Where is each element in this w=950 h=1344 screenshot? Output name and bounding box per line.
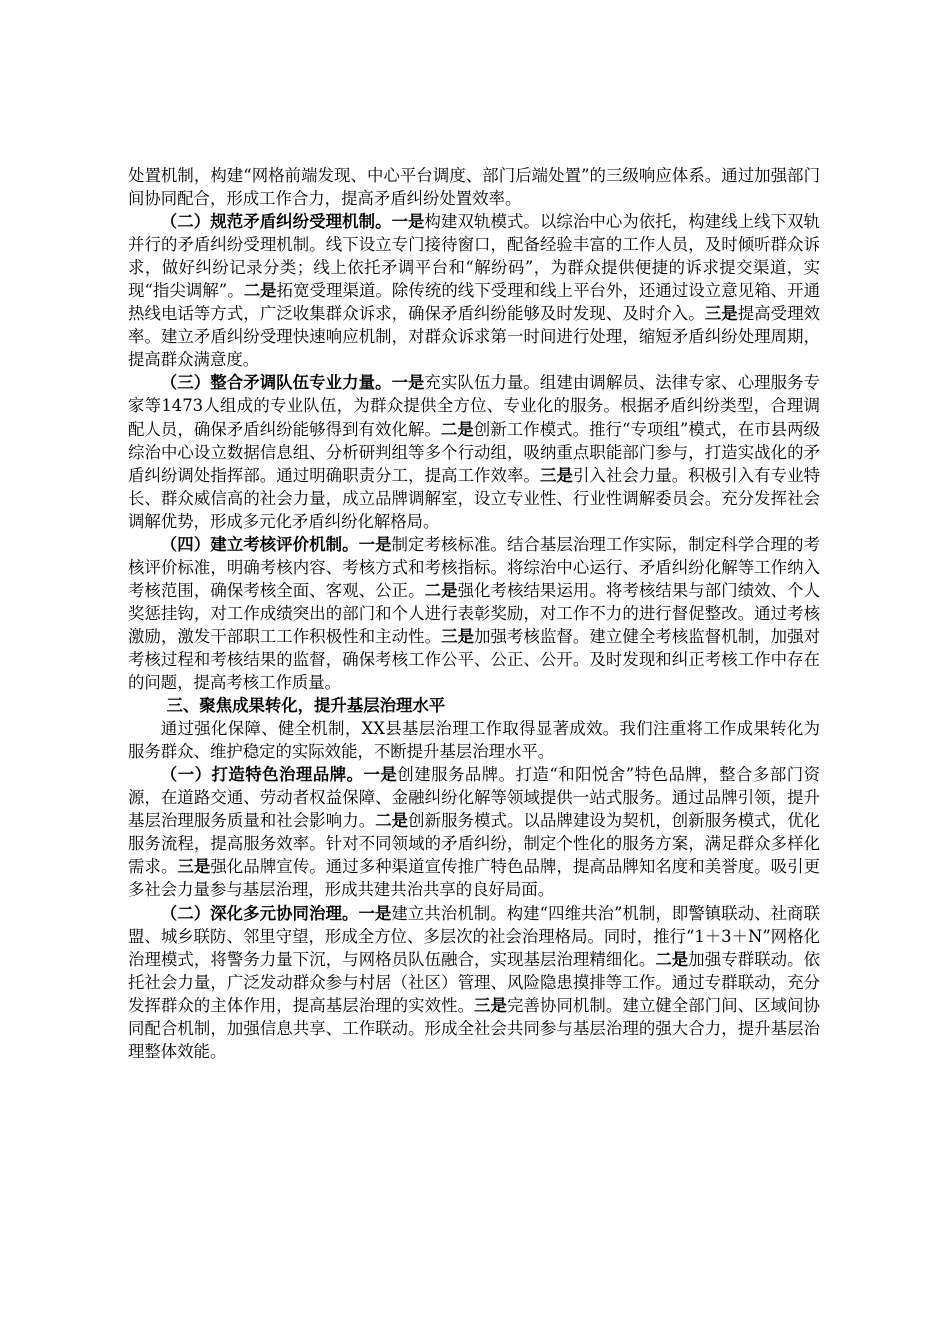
text-run: 完善协同机制。建立健全部门间、区域间协同配合机制，加强信息共享、工作联动。形成全社会共同参与基层治理的强大合力，提升基层治理整体效能。 [128,995,821,1061]
bold-text: 三是 [474,995,508,1015]
text-run: 拓宽受理渠道。除传统的线下受理和线上平台外，还通过设立意见箱、开通热线电话等方式，广泛收集群众诉求，确保矛盾纠纷能够及时发现、及时介入。 [128,281,820,324]
bold-text: 三是 [704,304,738,324]
bold-text: 二是 [375,811,409,831]
bold-text: 三、聚焦成果转化，提升基层治理水平 [166,696,446,716]
bold-text: 一是 [391,212,425,232]
bold-text: 一是 [358,534,392,554]
section-heading [128,694,820,717]
body-paragraph [128,371,820,532]
bold-text: 二是 [440,419,474,439]
text-run: 制定考核标准。结合基层治理工作实际，制定科学合理的考核评价标准，明确考核内容、考核方式和考核指标。将综治中心运行、矛盾纠纷化解等工作纳入考核范围，确保考核全面、客观、公正。 [128,534,821,600]
bold-text: 三是 [539,465,573,485]
text-run: 通过强化保障、健全机制，XX县基层治理工作取得显著成效。我们注重将工作成果转化为服务群众、维护稳定的实际效能，不断提升基层治理水平。 [128,719,820,762]
body-paragraph [128,763,820,901]
bold-text: 二是 [243,281,277,301]
text-run: 强化考核结果运用。将考核结果与部门绩效、个人奖惩挂钩，对工作成绩突出的部门和个人进行表彰奖励，对工作不力的进行督促整改。通过考核激励，激发干部职工工作积极性和主动性。 [128,580,821,646]
text-run: 创新工作模式。推行“专项组”模式，在市县两级综治中心设立数据信息组、分析研判组等多个行动组，吸纳重点职能部门参与，打造实战化的矛盾纠纷调处指挥部。通过明确职责分工，提高工作效率。 [128,419,821,485]
body-paragraph [128,210,820,371]
bold-text: （三）整合矛调队伍专业力量。 [160,373,392,393]
bold-text: 一是 [391,373,425,393]
bold-text: 一是 [363,765,398,785]
bold-text: 二是 [655,949,689,969]
text-run: 处置机制，构建“网格前端发现、中心平台调度、部门后端处置”的三级响应体系。通过加强部门间协同配合，形成工作合力，提高矛盾纠纷处置效率。 [128,166,820,209]
body-paragraph [128,164,820,210]
bold-text: （二）规范矛盾纠纷受理机制。 [160,212,392,232]
text-run: 创建服务品牌。打造“和阳悦舍”特色品牌，整合多部门资源，在道路交通、劳动者权益保障、金融纠纷化解等领域提供一站式服务。通过品牌引领，提升基层治理服务质量和社会影响力。 [128,765,821,831]
bold-text: 一是 [358,903,392,923]
body-paragraph [128,902,820,1063]
text-run: 加强考核监督。建立健全考核监督机制，加强对考核过程和考核结果的监督，确保考核工作公平、公正、公开。及时发现和纠正考核工作中存在的问题，提高考核工作质量。 [128,626,821,693]
text-run: 强化品牌宣传。通过多种渠道宣传推广特色品牌，提高品牌知名度和美誉度。吸引更多社会力量参与基层治理，形成共建共治共享的良好局面。 [128,857,821,900]
text-run: 提高受理效率。建立矛盾纠纷受理快速响应机制，对群众诉求第一时间进行处理，缩短矛盾纠纷处理周期，提高群众满意度。 [128,304,821,370]
text-run: 构建双轨模式。以综治中心为依托，构建线上线下双轨并行的矛盾纠纷受理机制。线下设立专门接待窗口，配备经验丰富的工作人员，及时倾听群众诉求，做好纠纷记录分类；线上依托矛调平台和“解纷码”，为群众提供便捷的诉求提交渠道，实现“指尖调解”。 [128,212,821,301]
body-paragraph [128,717,820,763]
bold-text: （四）建立考核评价机制。 [160,534,359,554]
bold-text: 三是 [177,857,211,877]
text-run: 建立共治机制。构建“四维共治”机制，即警镇联动、社商联盟、城乡联防、邻里守望，形成全方位、多层次的社会治理格局。同时，推行“1＋3＋N”网格化治理模式，将警务力量下沉，与网格员队伍融合，实现基层治理精细化。 [128,903,821,969]
document-page [128,164,820,1063]
bold-text: 二是 [424,580,458,600]
bold-text: 三是 [441,626,475,646]
text-run: 引入社会力量。积极引入有专业特长、群众威信高的社会力量，成立品牌调解室，设立专业性、行业性调解委员会。充分发挥社会调解优势，形成多元化矛盾纠纷化解格局。 [128,465,821,531]
body-paragraph [128,533,820,694]
text-run: 加强专群联动。依托社会力量，广泛发动群众参与村居（社区）管理、风险隐患摸排等工作。通过专群联动，充分发挥群众的主体作用，提高基层治理的实效性。 [128,949,821,1015]
bold-text: （二）深化多元协同治理。 [160,903,359,923]
text-run: 充实队伍力量。组建由调解员、法律专家、心理服务专家等1473人组成的专业队伍，为群众提供全方位、专业化的服务。根据矛盾纠纷类型，合理调配人员，确保矛盾纠纷能够得到有效化解。 [128,373,821,439]
bold-text: （一）打造特色治理品牌。 [160,765,364,785]
text-run: 创新服务模式。以品牌建设为契机，创新服务模式，优化服务流程，提高服务效率。针对不同领域的矛盾纠纷，制定个性化的服务方案，满足群众多样化需求。 [128,811,821,877]
